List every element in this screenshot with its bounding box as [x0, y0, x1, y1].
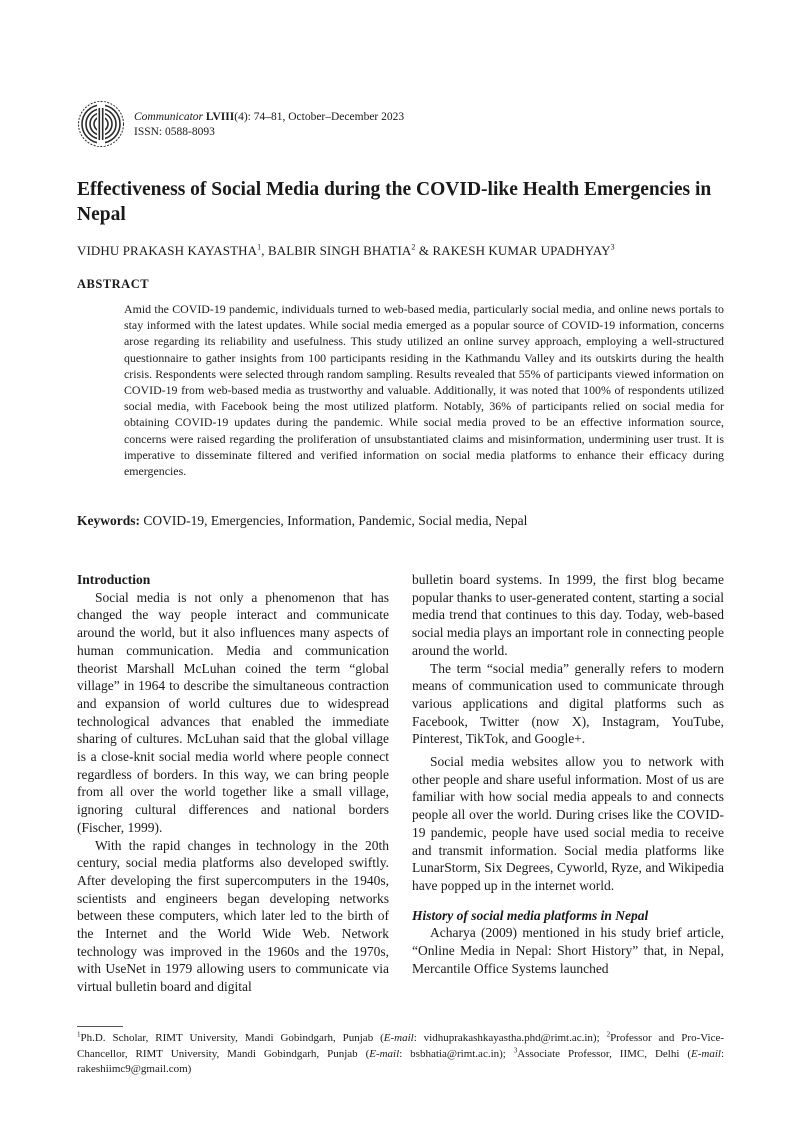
journal-volume: LVIII: [205, 111, 235, 123]
footnote-text: Professor and Pro-Vice-Chancellor, RIMT University, Mandi Gobindgarh, Punjab (: [77, 1032, 724, 1060]
footnote-mark: 2: [606, 1030, 611, 1039]
author-list: [77, 243, 615, 259]
footnote-divider: [77, 1026, 123, 1027]
body-paragraph: bulletin board systems. In 1999, the first blog became popular thanks to user-generated content, starting a social media trend that continues to this day. Today, web-based social media plays an important role in connecting people around the world.: [412, 572, 724, 658]
keywords-text: COVID-19, Emergencies, Information, Pandemic, Social media, Nepal: [143, 513, 528, 528]
paper-title: Effectiveness of Social Media during the COVID-like Health Emergencies in Nepal: [77, 179, 712, 225]
subsection-heading-history: History of social media platforms in Nepal: [412, 907, 649, 923]
author-name: RAKESH KUMAR UPADHYAY: [432, 243, 611, 258]
author-name: VIDHU PRAKASH KAYASTHA: [77, 243, 258, 258]
footnote-email-label: E-mail: [691, 1047, 721, 1060]
journal-issn: ISSN: 0588-8093: [134, 126, 215, 138]
footnote-text: Ph.D. Scholar, RIMT University, Mandi Gobindgarh, Punjab (: [80, 1032, 384, 1044]
footnote-mark: 3: [513, 1045, 518, 1054]
journal-logo-icon: [77, 100, 125, 148]
author-affiliation-mark: 2: [411, 242, 416, 252]
footnote-email-label: E-mail: [369, 1047, 400, 1060]
footnote-mark: 1: [77, 1030, 81, 1039]
keywords-label: Keywords:: [77, 513, 140, 528]
body-paragraph: Social media is not only a phenomenon that has changed the way people interact and communicate around the world, but it also influences many aspects of human communication. Media and communication theorist Marshall McLuhan coined the term “global village” in 1964 to describe the simultaneous contraction and expansion of world cultures due to widespread technological advances that enabled the immediate sharing of cultures. McLuhan said that the global village is a close-knit social media world where people connect regardless of borders. In this way, we can bring people from all over the world together like a small village, ignoring cultural differences and national borders (Fischer, 1999).: [77, 589, 389, 835]
journal-name: Communicator: [134, 111, 203, 123]
author-separator: &: [415, 243, 433, 258]
footnote-email: : bsbhatia@rimt.ac.in);: [399, 1047, 514, 1060]
abstract-heading: ABSTRACT: [77, 277, 150, 291]
section-heading-introduction: Introduction: [77, 572, 151, 587]
author-separator: ,: [261, 243, 268, 258]
footnote-email: : rakeshiimc9@gmail.com): [77, 1047, 725, 1075]
footnote-email: : vidhuprakashkayastha.phd@rimt.ac.in);: [413, 1032, 607, 1044]
author-name: BALBIR SINGH BHATIA: [267, 243, 412, 258]
body-column-left: [77, 571, 389, 996]
abstract-text: Amid the COVID-19 pandemic, individuals turned to web-based media, particularly social media, and online news portals to stay informed with the latest updates. While social media emerged as a popular source of COVID-19 information, concerns arose regarding its reliability and usefulness. This study utilized an online survey approach, employing a well-structured questionnaire to gather insights from 100 participants residing in the Kathmandu Valley and its outskirts during the health crisis. Respondents were selected through random sampling. Results revealed that 55% of participants viewed information on COVID-19 from web-based media as trustworthy and valuable. Additionally, it was noted that 100% of respondents utilized social media, with Facebook being the most utilized platform. Notably, 36% of participants relied on social media for obtaining COVID-19 updates during the pandemic. While social media proved to be an effective information source, concerns were raised regarding the proliferation of unsubstantiated claims and misinformation, undermining user trust. It is imperative to disseminate filtered and verified information on social media platforms to enhance their efficacy during emergencies.: [124, 302, 724, 479]
keywords-line: [77, 513, 527, 529]
body-paragraph: With the rapid changes in technology in the 20th century, social media platforms also developed swiftly. After developing the first supercomputers in the 1940s, scientists and engineers began developing networks between these computers, which later led to the birth of the Internet and the World Wide Web. Network technology was improved in the 1960s and the 1970s, with UseNet in 1979 allowing users to communicate via virtual bulletin board and digital: [77, 837, 389, 995]
body-paragraph: Acharya (2009) mentioned in his study brief article, “Online Media in Nepal: Short History” that, in Nepal, Mercantile Office Systems launched: [412, 925, 724, 976]
body-paragraph: Social media websites allow you to network with other people and share useful information. Most of us are familiar with how social media appeals to and connects people all over the world. During crises like the COVID-19 pandemic, people have used social media to receive and transmit information. Social media platforms like LunarStorm, Six Degrees, Cyworld, Ryze, and Wikipedia have popped up in the internet world.: [412, 754, 724, 893]
author-affiliation-mark: 3: [610, 242, 615, 252]
body-column-right: [412, 571, 724, 977]
body-paragraph: The term “social media” generally refers to modern means of communication used to communicate through various applications and digital platforms such as Facebook, Twitter (now X), Instagram, YouTube, Pinterest, TikTok, and Google+.: [412, 660, 724, 747]
footnote-email-label: E-mail: [383, 1032, 414, 1044]
footnotes: [77, 1031, 724, 1078]
journal-issue-pages-date: (4): 74–81, October–December 2023: [234, 111, 405, 123]
journal-citation: [134, 110, 404, 125]
footnote-text: Associate Professor, IIMC, Delhi (: [517, 1047, 691, 1060]
author-affiliation-mark: 1: [257, 242, 262, 252]
